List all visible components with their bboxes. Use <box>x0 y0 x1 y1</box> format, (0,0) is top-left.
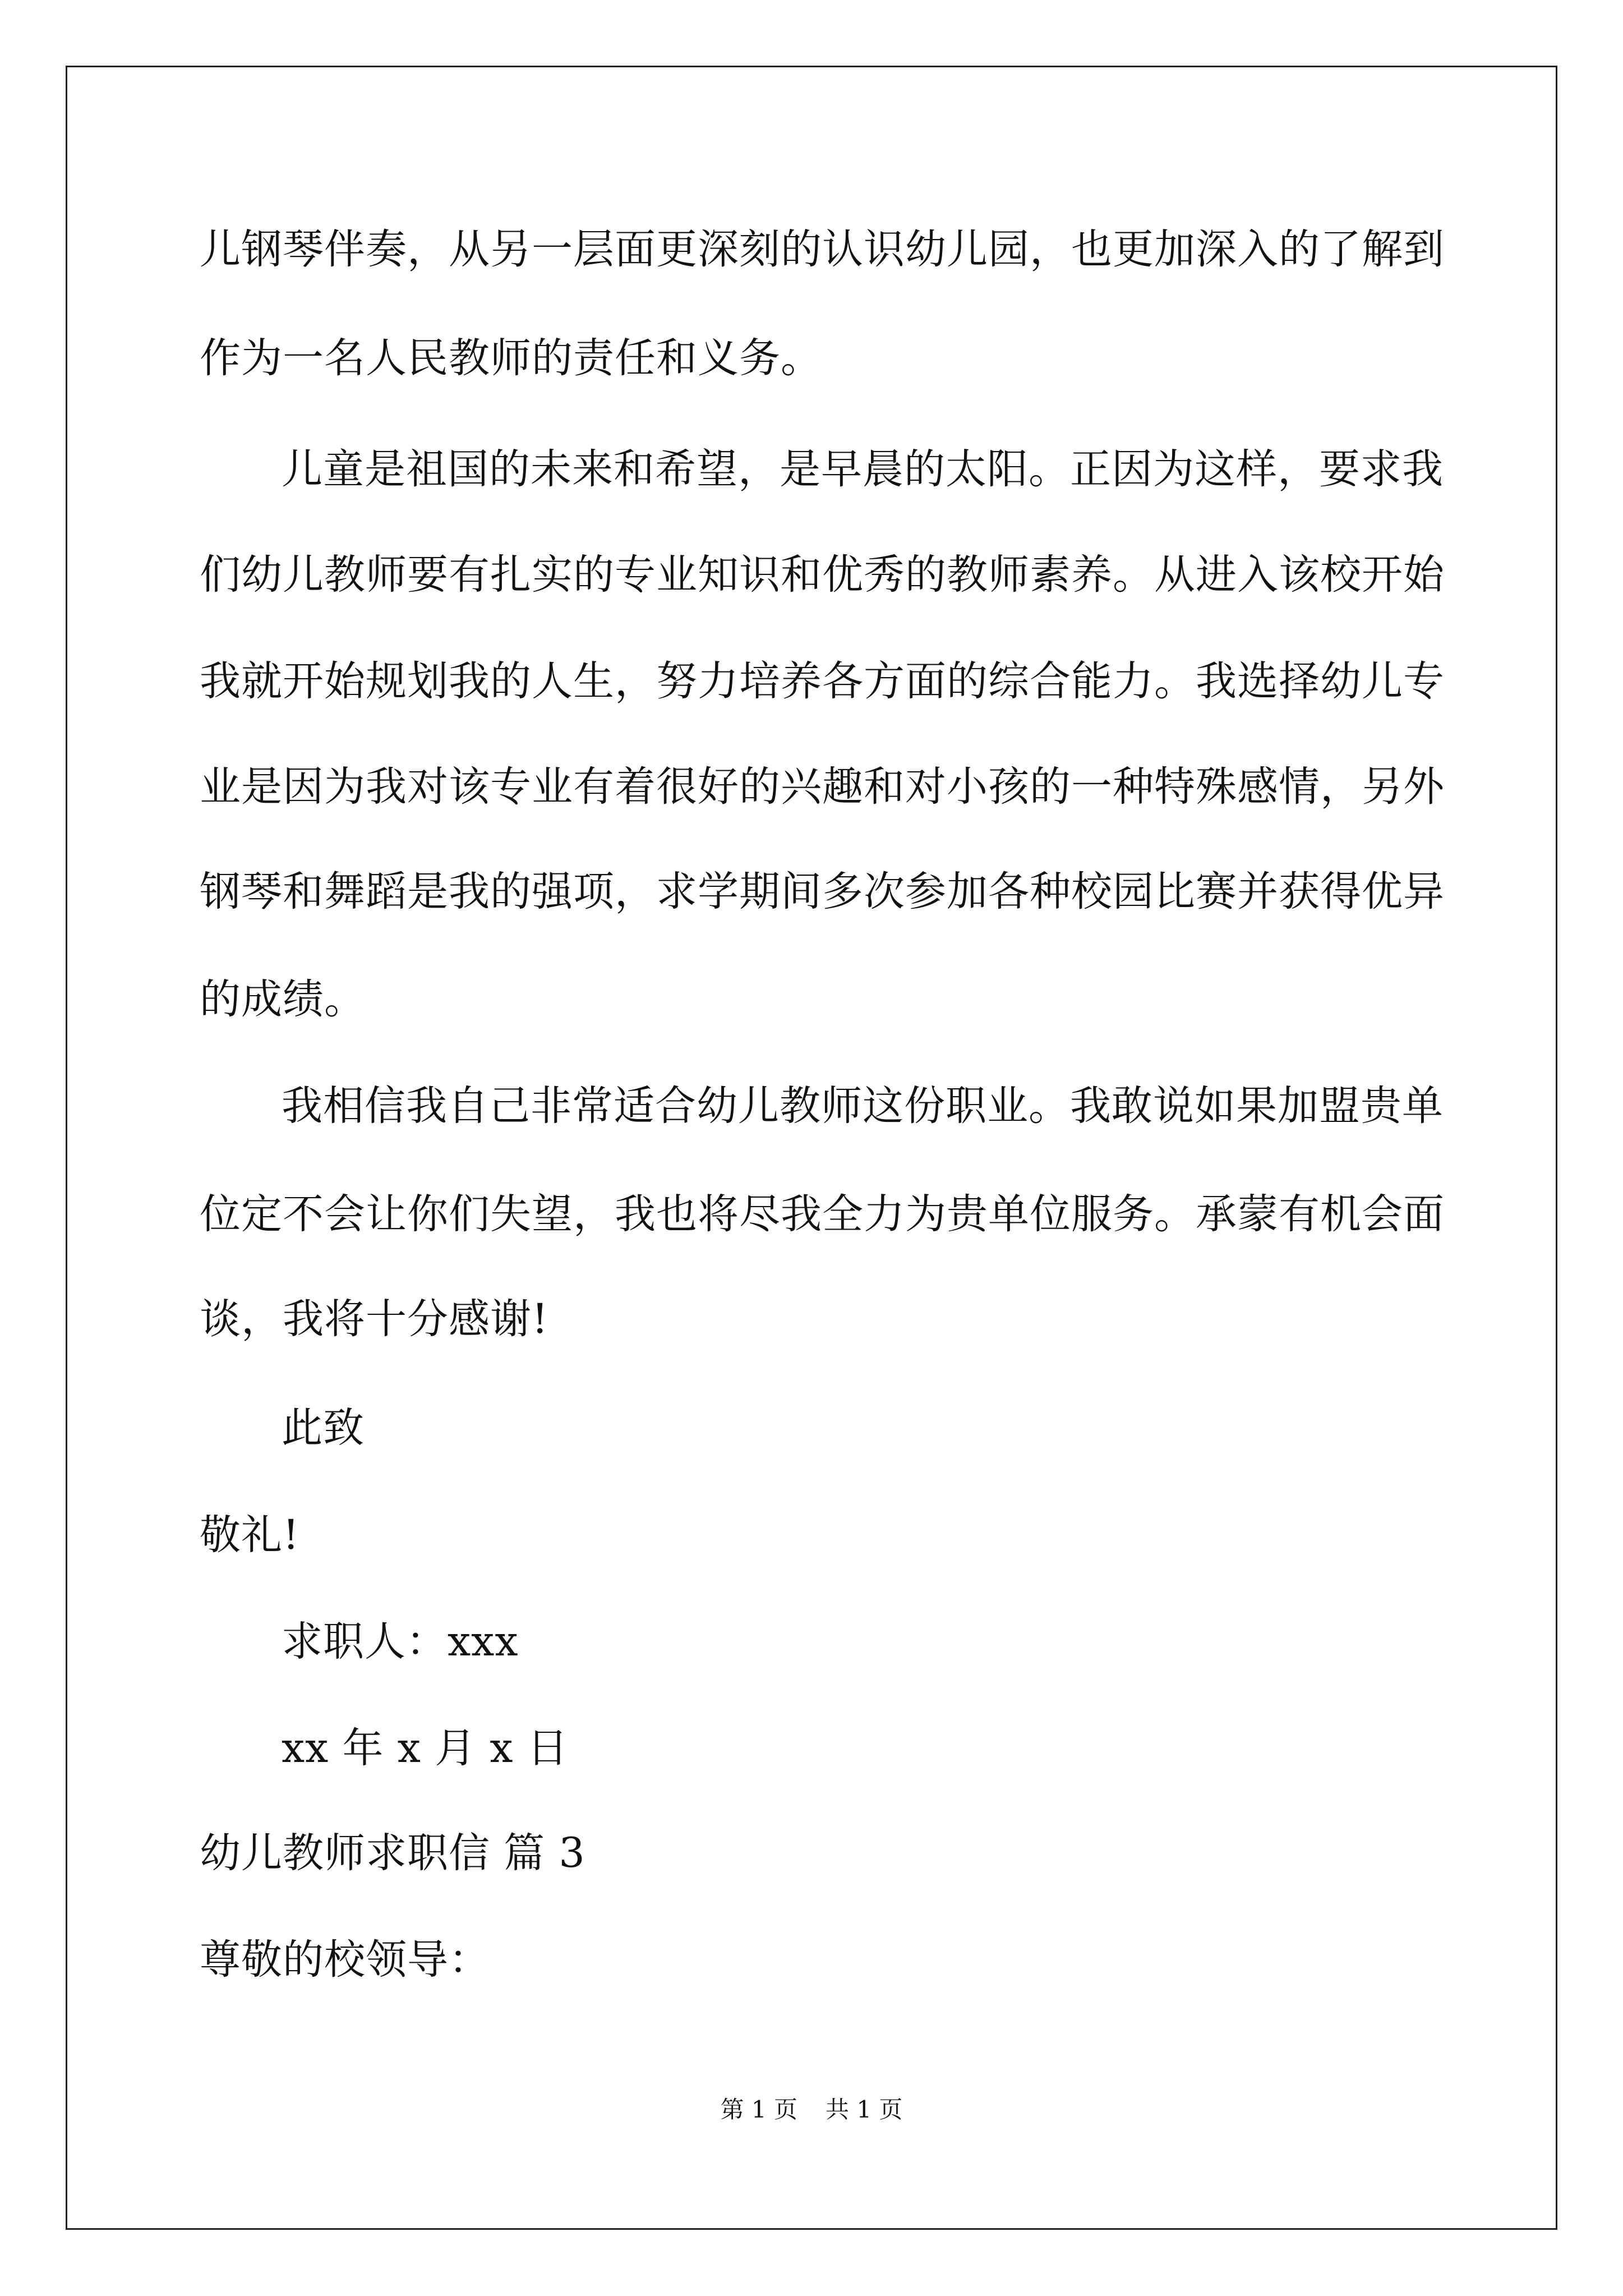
paragraph-line: 钢琴和舞蹈是我的强项，求学期间多次参加各种校园比赛并获得优异 <box>200 868 1445 915</box>
greeting: 尊敬的校领导： <box>200 1936 490 1984</box>
paragraph-line: 的成绩。 <box>200 976 366 1023</box>
paragraph-line: 作为一名人民教师的责任和义务。 <box>200 334 822 382</box>
paragraph-line: 业是因为我对该专业有着很好的兴趣和对小孩的一种特殊感情，另外 <box>200 763 1445 811</box>
letter-date: xx 年 x 月 x 日 <box>282 1724 569 1772</box>
page-border <box>66 66 1557 2230</box>
paragraph-line: 儿童是祖国的未来和希望，是早晨的太阳。正因为这样，要求我 <box>282 445 1444 493</box>
closing-regards: 敬礼! <box>200 1511 300 1559</box>
page-footer <box>0 2098 1623 2122</box>
page-number-total: 共 1 页 <box>826 2096 903 2123</box>
paragraph-line: 我相信我自己非常适合幼儿教师这份职业。我敢说如果加盟贵单 <box>282 1082 1444 1130</box>
paragraph-line: 我就开始规划我的人生，努力培养各方面的综合能力。我选择幼儿专 <box>200 657 1445 705</box>
paragraph-line: 谈，我将十分感谢! <box>200 1295 549 1343</box>
paragraph-line: 们幼儿教师要有扎实的专业知识和优秀的教师素养。从进入该校开始 <box>200 551 1445 599</box>
paragraph-line: 位定不会让你们失望，我也将尽我全力为贵单位服务。承蒙有机会面 <box>200 1190 1445 1238</box>
closing-salutation: 此致 <box>282 1404 365 1452</box>
paragraph-line: 儿钢琴伴奏，从另一层面更深刻的认识幼儿园，也更加深入的了解到 <box>200 226 1445 273</box>
section-heading: 幼儿教师求职信 篇 3 <box>200 1829 585 1877</box>
page-number-current: 第 1 页 <box>720 2096 797 2123</box>
applicant-name: 求职人：xxx <box>282 1618 519 1665</box>
